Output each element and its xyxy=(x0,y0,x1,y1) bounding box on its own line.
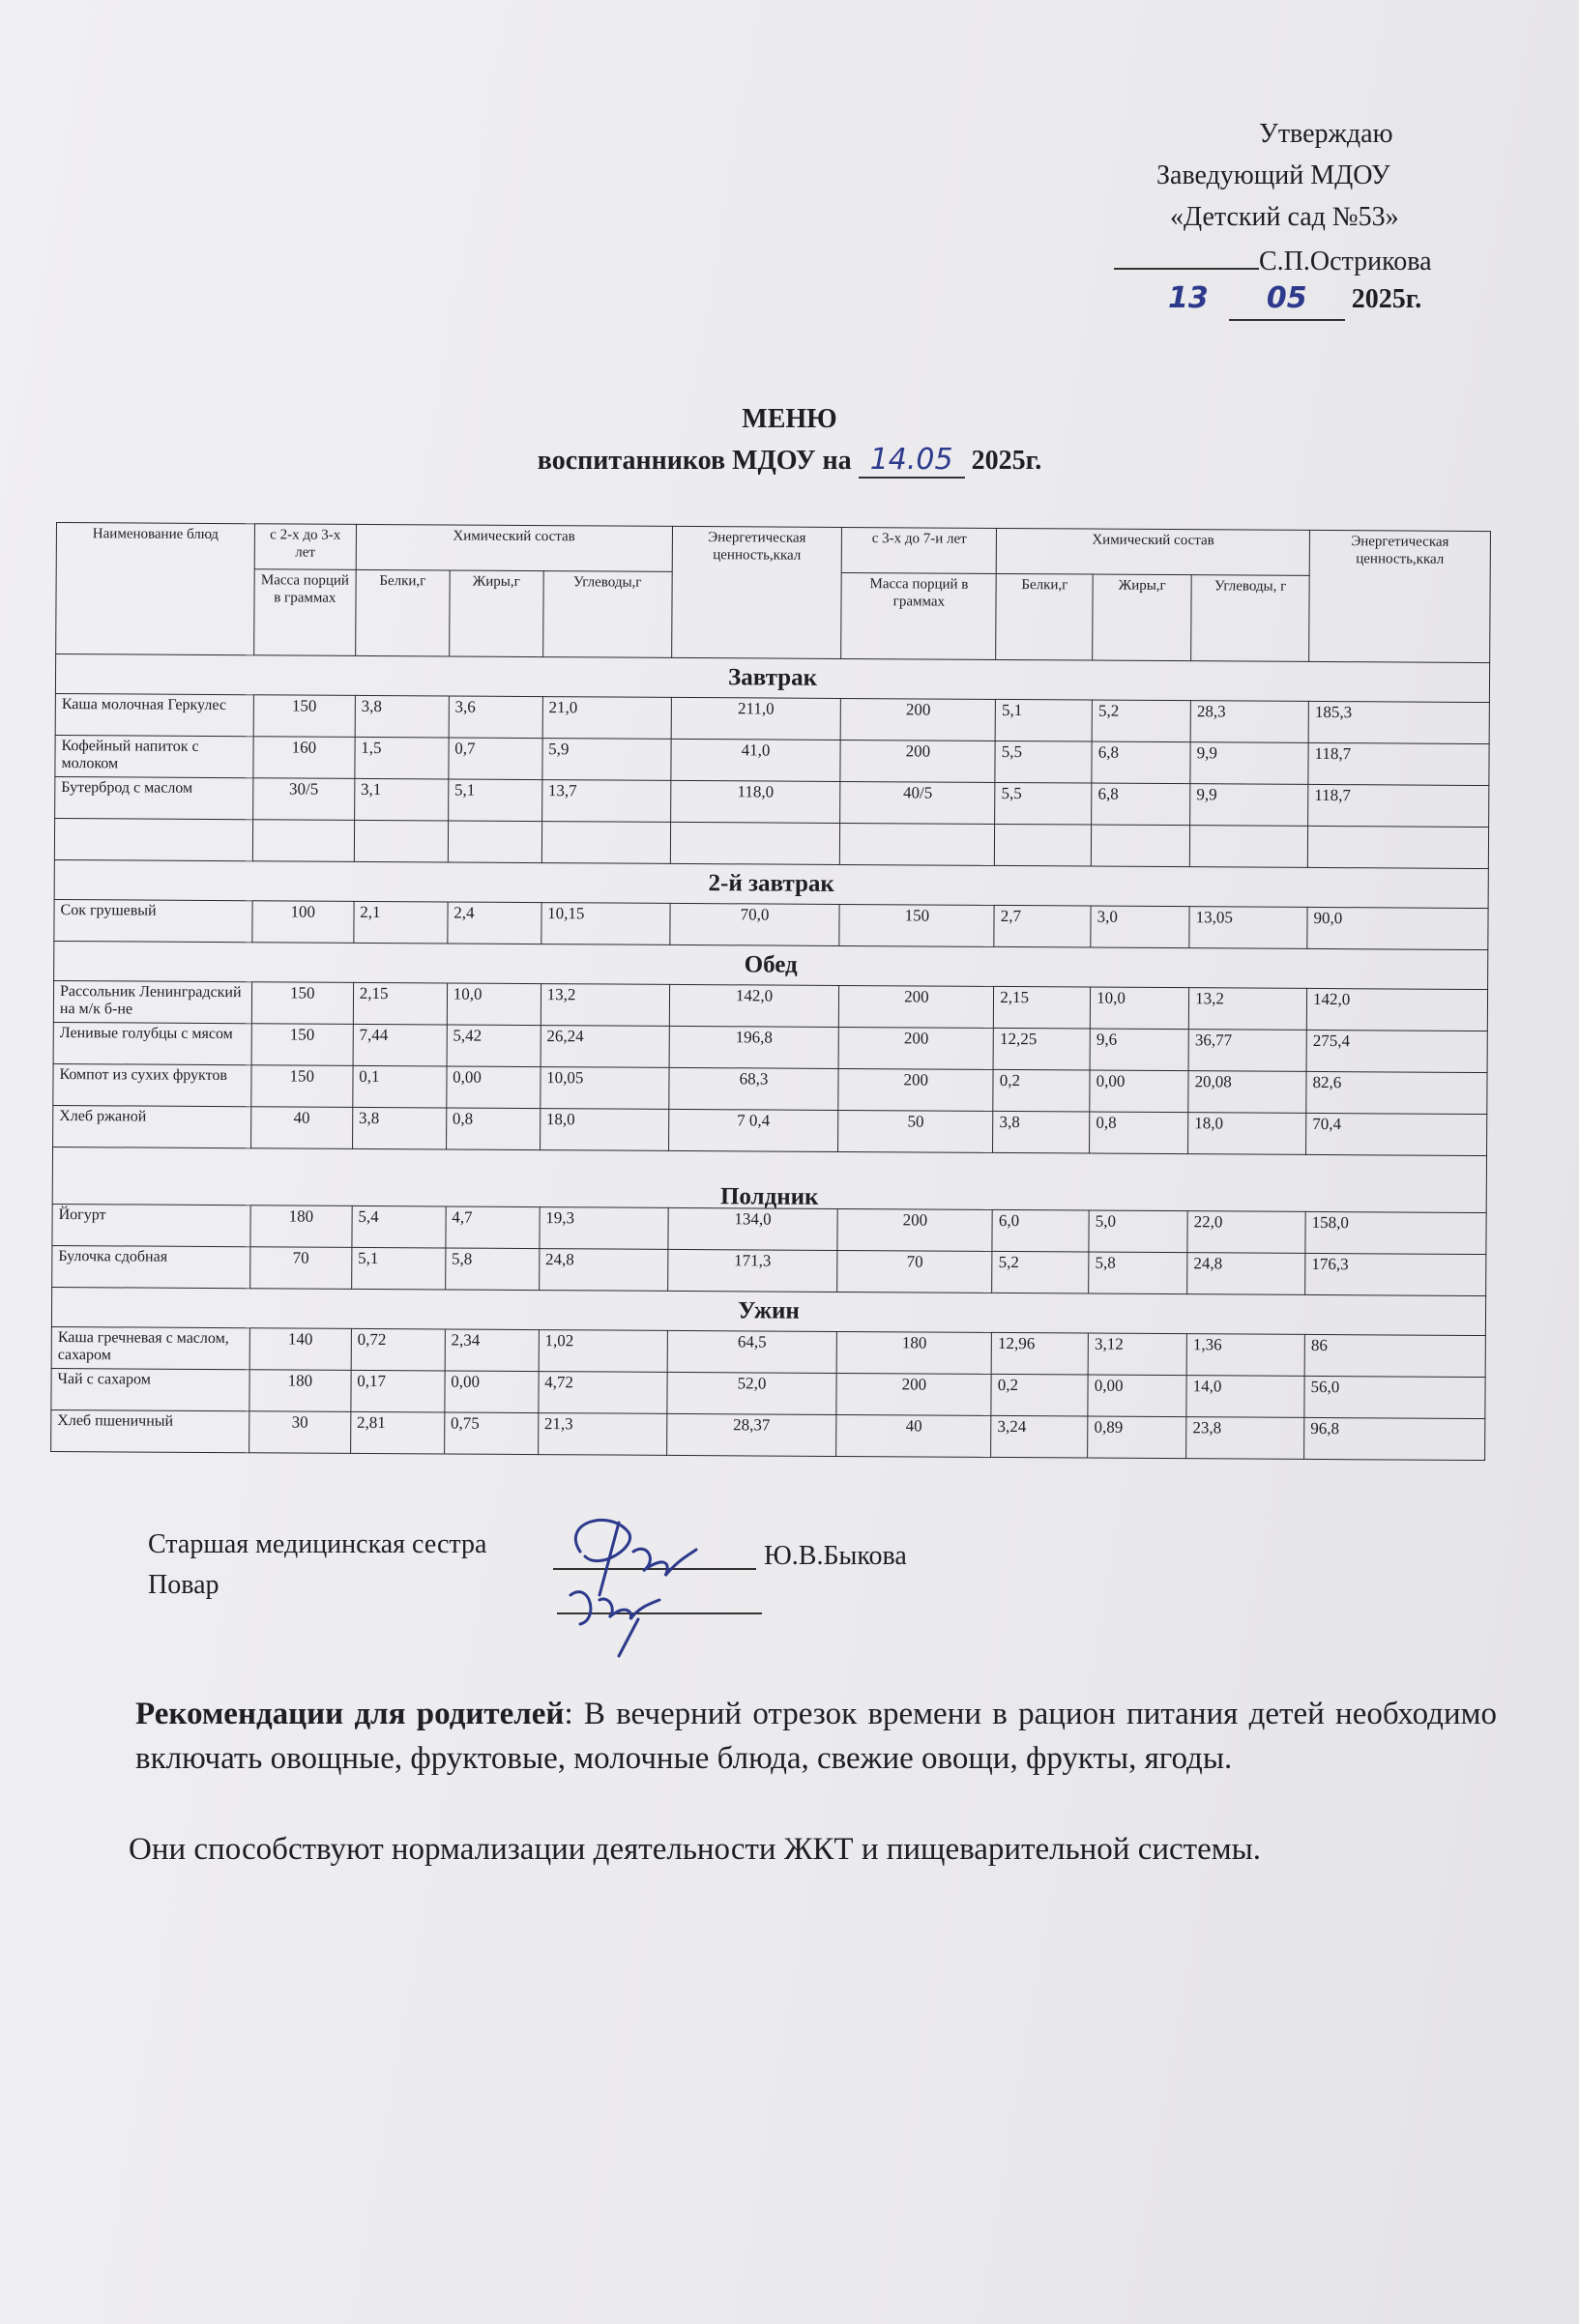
header-energy: Энергетическая ценность,ккал xyxy=(671,526,842,658)
dish-value: 13,05 xyxy=(1189,907,1307,949)
dish-value: 150 xyxy=(251,1024,353,1066)
header-protein2: Белки,г xyxy=(996,573,1093,660)
dish-value: 3,24 xyxy=(991,1415,1088,1458)
dish-name: Чай с сахаром xyxy=(51,1368,249,1410)
dish-value: 2,1 xyxy=(354,901,448,944)
dish-value: 21,3 xyxy=(538,1413,666,1456)
dish-name: Булочка сдобная xyxy=(52,1245,250,1288)
dish-value xyxy=(354,820,448,862)
dish-value: 68,3 xyxy=(668,1067,838,1110)
dish-value: 0,00 xyxy=(447,1066,541,1109)
dish-value: 5,2 xyxy=(992,1251,1089,1293)
dish-value: 6,0 xyxy=(992,1209,1089,1252)
dish-value: 12,25 xyxy=(993,1028,1090,1070)
dish-value: 142,0 xyxy=(669,984,839,1027)
dish-value: 2,4 xyxy=(448,902,541,944)
dish-value: 0,00 xyxy=(1090,1070,1188,1113)
dish-value: 30 xyxy=(249,1411,350,1454)
dish-value: 200 xyxy=(837,1208,992,1251)
section-title: Полдник xyxy=(52,1147,1486,1212)
header-chem2: Химический состав xyxy=(996,528,1309,575)
dish-name: Бутерброд с маслом xyxy=(55,776,253,819)
dish-value: 3,0 xyxy=(1091,906,1189,948)
dish-name: Кофейный напиток с молоком xyxy=(55,735,253,777)
dish-value: 56,0 xyxy=(1304,1376,1485,1418)
approval-position: Заведующий МДОУ xyxy=(1156,160,1390,190)
approval-date-day: 13 xyxy=(1168,281,1209,315)
dish-value xyxy=(541,822,670,864)
dish-value: 3,8 xyxy=(993,1111,1090,1153)
dish-value xyxy=(448,821,541,863)
menu-table xyxy=(50,522,1491,1461)
dish-value: 5,9 xyxy=(542,739,671,781)
dish-value: 2,15 xyxy=(353,982,447,1025)
dish-value: 28,37 xyxy=(666,1413,836,1456)
menu-date-hand: 14.05 xyxy=(859,443,965,479)
dish-value: 50 xyxy=(838,1110,993,1152)
header-chem: Химический состав xyxy=(356,524,672,571)
dish-value: 0,75 xyxy=(444,1412,538,1455)
header-dish: Наименование блюд xyxy=(56,523,255,655)
dish-name: Рассольник Ленинградский на м/к б-не xyxy=(53,980,251,1023)
dish-value: 5,0 xyxy=(1089,1210,1187,1253)
dish-value: 9,9 xyxy=(1190,742,1308,785)
dish-value: 134,0 xyxy=(667,1207,837,1250)
dish-name: Ленивые голубцы с мясом xyxy=(53,1022,251,1064)
dish-name: Йогурт xyxy=(52,1204,250,1246)
dish-value: 200 xyxy=(838,1068,993,1111)
dish-value: 20,08 xyxy=(1188,1071,1306,1114)
dish-value: 185,3 xyxy=(1308,701,1489,743)
approval-date xyxy=(1168,278,1421,321)
dish-value: 180 xyxy=(249,1370,351,1412)
section-title: 2-й завтрак xyxy=(54,859,1488,908)
dish-value: 13,2 xyxy=(541,984,669,1027)
dish-value: 2,7 xyxy=(994,905,1091,947)
section-title: Завтрак xyxy=(55,654,1489,703)
dish-value: 2,34 xyxy=(445,1329,539,1372)
dish-value xyxy=(1092,825,1190,867)
dish-value: 5,8 xyxy=(1089,1252,1187,1294)
dish-value xyxy=(1189,826,1307,868)
dish-value: 24,8 xyxy=(1187,1253,1305,1295)
dish-value: 158,0 xyxy=(1305,1211,1486,1254)
dish-value: 3,8 xyxy=(352,1107,446,1149)
section-row xyxy=(52,1147,1486,1212)
dish-value: 100 xyxy=(252,901,354,944)
dish-value: 10,05 xyxy=(540,1067,668,1110)
dish-value: 2,81 xyxy=(350,1411,444,1454)
dish-value xyxy=(252,820,354,862)
dish-value: 70,0 xyxy=(669,903,839,945)
dish-value xyxy=(1307,826,1488,868)
dish-name: Каша молочная Геркулес xyxy=(55,693,253,736)
cook-label: Повар xyxy=(148,1570,219,1600)
dish-value: 176,3 xyxy=(1305,1253,1486,1295)
recommendations-text2: Они способствуют нормализации деятельности ЖКТ и пищеварительной системы. xyxy=(129,1832,1262,1867)
dish-value: 40 xyxy=(250,1107,352,1149)
dish-value: 180 xyxy=(837,1331,992,1374)
dish-value: 36,77 xyxy=(1188,1030,1306,1072)
dish-value: 180 xyxy=(250,1206,352,1248)
dish-value: 0,7 xyxy=(449,738,542,780)
dish-value: 6,8 xyxy=(1092,783,1190,826)
dish-value: 150 xyxy=(251,982,353,1025)
dish-value: 5,5 xyxy=(995,741,1092,783)
dish-value: 9,9 xyxy=(1190,784,1308,827)
dish-name xyxy=(54,818,252,860)
dish-value: 70 xyxy=(250,1247,352,1290)
dish-value: 28,3 xyxy=(1190,701,1308,743)
dish-value: 13,2 xyxy=(1188,988,1306,1031)
dish-value: 40/5 xyxy=(840,781,995,824)
dish-value: 5,1 xyxy=(351,1247,445,1290)
dish-value: 82,6 xyxy=(1306,1071,1487,1114)
dish-value: 9,6 xyxy=(1090,1029,1188,1071)
dish-value: 10,15 xyxy=(541,903,669,945)
dish-name: Компот из сухих фруктов xyxy=(53,1063,251,1106)
dish-name: Хлеб ржаной xyxy=(53,1105,251,1147)
dish-value: 118,7 xyxy=(1308,784,1489,827)
section-title: Обед xyxy=(54,941,1488,989)
dish-value: 0,2 xyxy=(993,1069,1090,1112)
dish-value: 52,0 xyxy=(666,1372,836,1414)
header-carbs2: Углеводы, г xyxy=(1191,575,1309,662)
dish-value: 140 xyxy=(249,1328,351,1371)
table-row xyxy=(51,1409,1485,1460)
dish-value: 10,0 xyxy=(447,983,541,1026)
approval-signature-blank xyxy=(1114,239,1259,270)
header-fat2: Жиры,г xyxy=(1093,574,1191,661)
dish-name: Каша гречневая с маслом, сахаром xyxy=(51,1326,249,1369)
header-mass-young: Масса порций в граммах xyxy=(254,569,356,656)
dish-value: 18,0 xyxy=(1188,1113,1306,1155)
dish-value: 19,3 xyxy=(540,1207,668,1250)
recommendations-body: : В вечерний отрезок времени в рацион питания детей необходимо включать овощные, фруктовые, молочные блюда, свежие овощи, фрукты, ягоды. xyxy=(135,1697,1497,1776)
dish-value: 118,7 xyxy=(1308,742,1489,785)
recommendations-text xyxy=(135,1692,1497,1781)
dish-value: 5,1 xyxy=(995,699,1092,741)
nurse-name: Ю.В.Быкова xyxy=(764,1541,907,1571)
dish-value: 211,0 xyxy=(671,697,841,740)
section-title: Ужин xyxy=(51,1287,1485,1335)
dish-value: 86 xyxy=(1304,1334,1485,1377)
dish-value: 40 xyxy=(836,1414,991,1457)
dish-value: 22,0 xyxy=(1187,1211,1305,1254)
dish-value: 5,1 xyxy=(448,779,541,822)
recommendations-label: Рекомендации для родителей xyxy=(135,1697,565,1731)
dish-value: 0,00 xyxy=(445,1371,539,1413)
dish-value: 13,7 xyxy=(541,780,670,823)
dish-value: 3,1 xyxy=(354,778,448,821)
dish-value: 70 xyxy=(837,1250,992,1293)
header-carbs: Углеводы,г xyxy=(542,571,671,658)
dish-value: 200 xyxy=(838,1027,993,1069)
header-fat: Жиры,г xyxy=(449,570,542,657)
dish-value: 200 xyxy=(840,740,995,782)
header-age-old: с 3-х до 7-и лет xyxy=(842,527,997,573)
dish-value: 18,0 xyxy=(540,1109,668,1151)
dish-name: Хлеб пшеничный xyxy=(51,1409,249,1452)
dish-value: 275,4 xyxy=(1306,1030,1487,1072)
dish-value: 3,6 xyxy=(449,696,542,739)
dish-value: 200 xyxy=(839,985,994,1028)
dish-value: 0,17 xyxy=(351,1370,445,1412)
nurse-signature-scribble xyxy=(541,1503,716,1658)
dish-value: 150 xyxy=(251,1065,353,1108)
menu-subtitle xyxy=(0,443,1579,479)
dish-value: 0,72 xyxy=(351,1328,445,1371)
dish-value: 30/5 xyxy=(252,778,354,821)
approval-date-month: 05 xyxy=(1229,278,1345,321)
dish-value: 24,8 xyxy=(539,1249,667,1292)
dish-value: 0,00 xyxy=(1088,1375,1186,1417)
menu-subtitle-suffix: 2025г. xyxy=(971,446,1042,476)
dish-value: 1,02 xyxy=(539,1330,667,1373)
header-age-young: с 2-х до 3-х лет xyxy=(254,524,356,570)
approval-date-year: 2025г. xyxy=(1351,284,1422,314)
dish-value: 0,8 xyxy=(446,1108,540,1150)
dish-value: 2,15 xyxy=(994,986,1091,1029)
dish-value: 23,8 xyxy=(1186,1417,1304,1460)
dish-value: 200 xyxy=(841,698,996,741)
dish-value: 196,8 xyxy=(669,1026,839,1068)
dish-value: 6,8 xyxy=(1092,741,1190,784)
dish-value: 3,12 xyxy=(1088,1333,1186,1376)
header-protein: Белки,г xyxy=(355,569,449,656)
dish-value: 64,5 xyxy=(667,1330,837,1373)
dish-value xyxy=(670,822,840,864)
dish-value: 90,0 xyxy=(1307,907,1488,949)
header-energy2: Энергетическая ценность,ккал xyxy=(1309,530,1491,662)
dish-value: 160 xyxy=(253,737,355,779)
nurse-label: Старшая медицинская сестра xyxy=(148,1529,487,1559)
dish-value: 3,8 xyxy=(355,695,449,738)
menu-title: МЕНЮ xyxy=(742,404,837,434)
dish-value: 0,89 xyxy=(1088,1416,1186,1459)
dish-value: 21,0 xyxy=(542,697,671,740)
dish-value: 7 0,4 xyxy=(668,1109,838,1151)
dish-value: 200 xyxy=(836,1373,991,1415)
dish-value: 10,0 xyxy=(1091,987,1189,1030)
dish-value: 26,24 xyxy=(541,1026,669,1068)
dish-value: 5,5 xyxy=(995,782,1092,825)
dish-value: 1,36 xyxy=(1186,1334,1304,1377)
dish-value: 0,8 xyxy=(1090,1112,1188,1154)
dish-value: 96,8 xyxy=(1304,1417,1485,1460)
dish-value: 1,5 xyxy=(355,737,449,779)
dish-value: 0,1 xyxy=(353,1065,447,1108)
dish-value: 7,44 xyxy=(353,1024,447,1066)
dish-value: 5,8 xyxy=(445,1248,539,1291)
approval-title: Утверждаю xyxy=(1259,119,1393,149)
approval-signer-line xyxy=(1114,239,1432,282)
dish-name: Сок грушевый xyxy=(54,899,252,942)
dish-value xyxy=(995,824,1092,866)
header-mass-old: Масса порций в граммах xyxy=(841,572,996,659)
dish-value: 150 xyxy=(253,695,355,738)
dish-value xyxy=(840,823,995,865)
dish-value: 5,42 xyxy=(447,1025,541,1067)
dish-value: 12,96 xyxy=(991,1332,1088,1375)
dish-value: 14,0 xyxy=(1186,1376,1304,1418)
dish-value: 4,7 xyxy=(446,1206,540,1249)
approval-signer: С.П.Острикова xyxy=(1259,247,1432,276)
dish-value: 5,4 xyxy=(352,1206,446,1248)
approval-org: «Детский сад №53» xyxy=(1170,202,1399,232)
dish-value: 142,0 xyxy=(1306,988,1487,1031)
dish-value: 118,0 xyxy=(670,780,840,823)
menu-subtitle-prefix: воспитанников МДОУ на xyxy=(537,446,852,476)
dish-value: 4,72 xyxy=(539,1372,667,1414)
dish-value: 70,4 xyxy=(1306,1113,1487,1155)
dish-value: 171,3 xyxy=(667,1249,837,1292)
dish-value: 41,0 xyxy=(670,739,840,781)
dish-value: 150 xyxy=(839,904,994,946)
dish-value: 0,2 xyxy=(991,1374,1088,1416)
dish-value: 5,2 xyxy=(1092,700,1190,742)
